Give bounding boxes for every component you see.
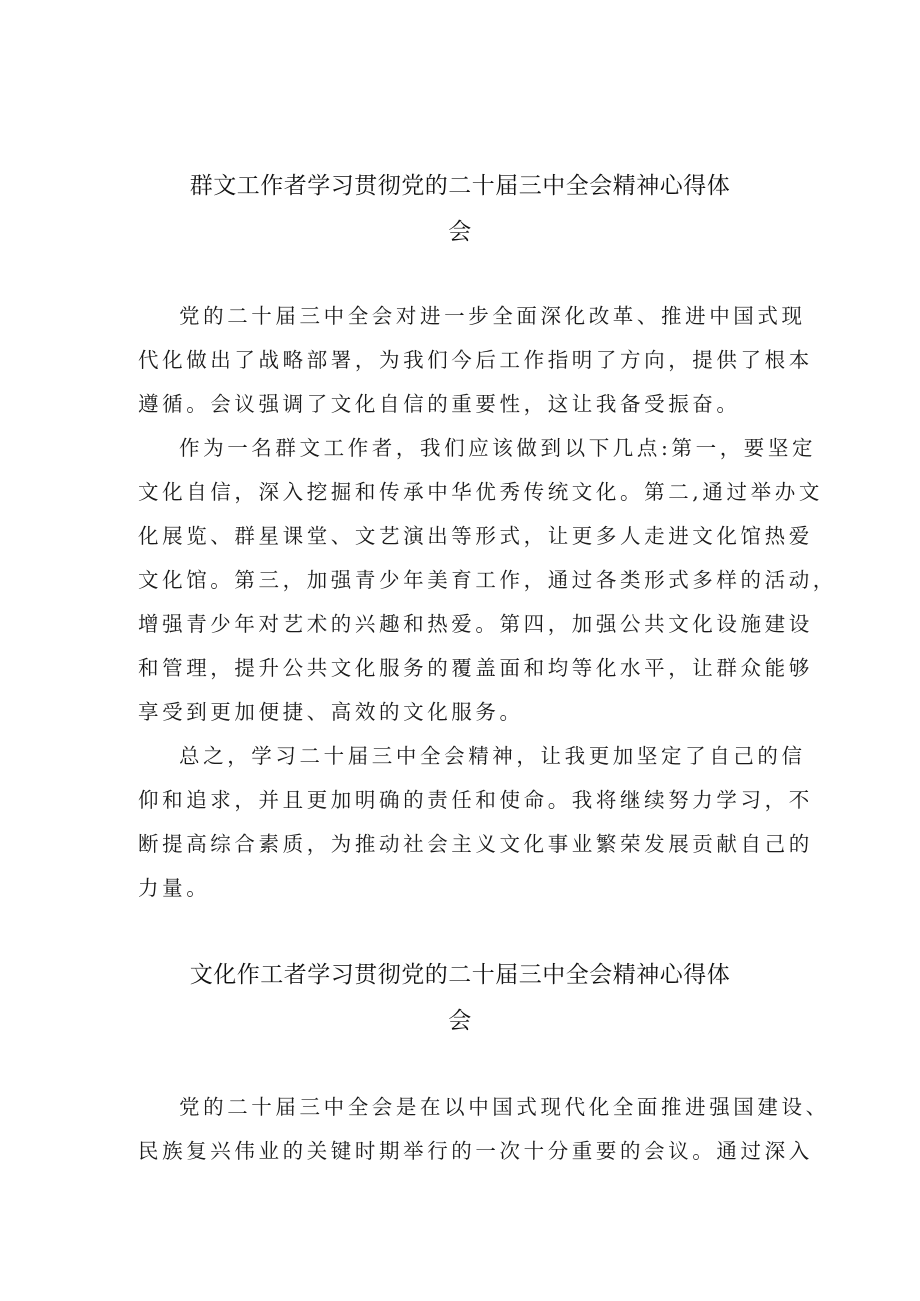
article-1-paragraph-1: [138, 294, 813, 426]
paragraph-line: 总之，学习二十届三中全会精神，让我更加坚定了自己的信: [179, 744, 806, 768]
article-1-title: [0, 163, 920, 255]
paragraph-line: 民族复兴伟业的关键时期举行的一次十分重要的会议。通过深入: [138, 1139, 813, 1163]
paragraph-line: 代化做出了战略部署，为我们今后工作指明了方向，提供了根本: [138, 348, 813, 372]
paragraph-line: 仰和追求，并且更加明确的责任和使命。我将继续努力学习，不: [138, 788, 813, 812]
paragraph-line: 化展览、群星课堂、文艺演出等形式，让更多人走进文化馆热爱: [138, 524, 813, 548]
article-1-title-line-2: 会: [448, 219, 472, 245]
paragraph-line: 党的二十届三中全会对进一步全面深化改革、推进中国式现: [179, 304, 806, 328]
paragraph-line: 遵循。会议强调了文化自信的重要性，这让我备受振奋。: [138, 392, 741, 416]
article-2-title-line-1: 文化作工者学习贯彻党的二十届三中全会精神心得体: [189, 962, 731, 988]
paragraph-line: 力量。: [138, 876, 211, 900]
paragraph-line: 文化自信，深入挖掘和传承中华优秀传统文化。第二,通过举办文: [138, 480, 823, 504]
article-1-title-line-1: 群文工作者学习贯彻党的二十届三中全会精神心得体: [189, 173, 731, 199]
paragraph-line: 享受到更加便捷、高效的文化服务。: [138, 700, 524, 724]
paragraph-line: 和管理，提升公共文化服务的覆盖面和均等化水平，让群众能够: [138, 656, 813, 680]
article-1-body: [138, 294, 837, 910]
paragraph-line: 增强青少年对艺术的兴趣和热爱。第四，加强公共文化设施建设: [138, 612, 813, 636]
article-2-paragraph-1: [138, 1085, 830, 1173]
article-2-body: [138, 1085, 830, 1173]
article-1-paragraph-3: [138, 734, 813, 910]
paragraph-line: 文化馆。第三，加强青少年美育工作，通过各类形式多样的活动，: [138, 568, 837, 592]
article-1-paragraph-2: [138, 426, 837, 734]
paragraph-line: 作为一名群文工作者，我们应该做到以下几点:第一，要坚定: [179, 436, 817, 460]
paragraph-line: 党的二十届三中全会是在以中国式现代化全面推进强国建设、: [179, 1095, 830, 1119]
article-2-title: [0, 952, 920, 1044]
paragraph-line: 断提高综合素质，为推动社会主义文化事业繁荣发展贡献自己的: [138, 832, 813, 856]
article-2-title-line-2: 会: [448, 1008, 472, 1034]
